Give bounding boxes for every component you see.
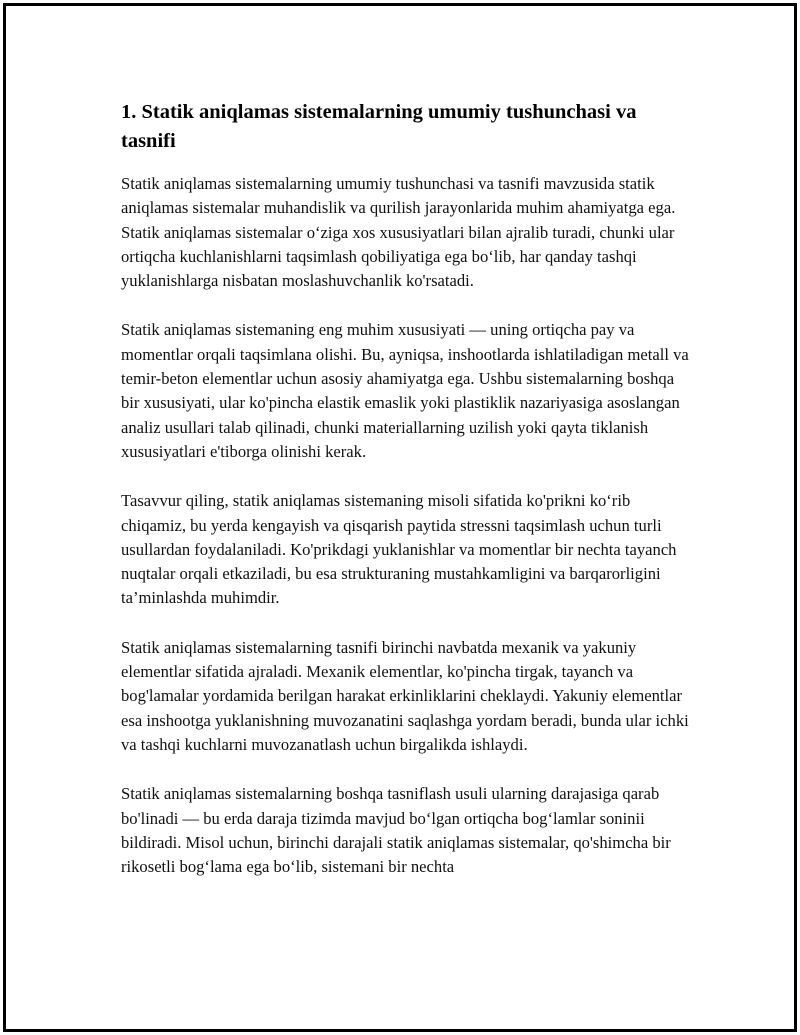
section-heading: 1. Statik aniqlamas sistemalarning umumiy tushunchasi va tasnifi <box>121 101 637 152</box>
paragraph-2: Statik aniqlamas sistemaning eng muhim xususiyati — uning ortiqcha pay va momentlar orqali taqsimlana olishi. Bu, ayniqsa, inshootlarda ishlatiladigan metall va temir-beton elementlar uchun asosiy ahamiyatga ega. Ushbu sistemalarning boshqa bir xususiyati, ular ko'pincha elastik emaslik yoki plastiklik nazariyasiga asoslangan analiz usullari talab qilinadi, chunki materiallarning uzilish yoki qayta tiklanish xususiyatlari e'tiborga olinishi kerak. <box>121 320 689 461</box>
paragraph-4: Statik aniqlamas sistemalarning tasnifi birinchi navbatda mexanik va yakuniy elementlar sifatida ajraladi. Mexanik elementlar, ko'pincha tirgak, tayanch va bog'lamalar yordamida berilgan harakat erkinliklarini cheklaydi. Yakuniy elementlar esa inshootga yuklanishning muvozanatini saqlashga yordam beradi, bunda ular ichki va tashqi kuchlarni muvozanatlash uchun birgalikda ishlaydi. <box>121 637 689 754</box>
document-body <box>121 98 691 904</box>
document-page <box>3 3 797 1032</box>
paragraph-1: Statik aniqlamas sistemalarning umumiy tushunchasi va tasnifi mavzusida statik aniqlamas sistemalar muhandislik va qurilish jarayonlarida muhim ahamiyatga ega. Statik aniqlamas sistemalar o‘ziga xos xususiyatlari bilan ajralib turadi, chunki ular ortiqcha kuchlanishlarni taqsimlash qobiliyatiga ega bo‘lib, har qanday tashqi yuklanishlarga nisbatan moslashuvchanlik ko'rsatadi. <box>121 174 676 291</box>
paragraph-5: Statik aniqlamas sistemalarning boshqa tasniflash usuli ularning darajasiga qarab bo'linadi — bu erda daraja tizimda mavjud bo‘lgan ortiqcha bog‘lamlar soninii bildiradi. Misol uchun, birinchi darajali statik aniqlamas sistemalar, qo'shimcha bir rikosetli bog‘lama ega bo‘lib, sistemani bir nechta <box>121 784 671 877</box>
paragraph-3: Tasavvur qiling, statik aniqlamas sistemaning misoli sifatida ko'prikni ko‘rib chiqamiz, bu yerda kengayish va qisqarish paytida stressni taqsimlash uchun turli usullardan foydalaniladi. Ko'prikdagi yuklanishlar va momentlar bir nechta tayanch nuqtalar orqali etkaziladi, bu esa strukturaning mustahkamligini va barqarorligini ta’minlashda muhimdir. <box>121 491 677 608</box>
